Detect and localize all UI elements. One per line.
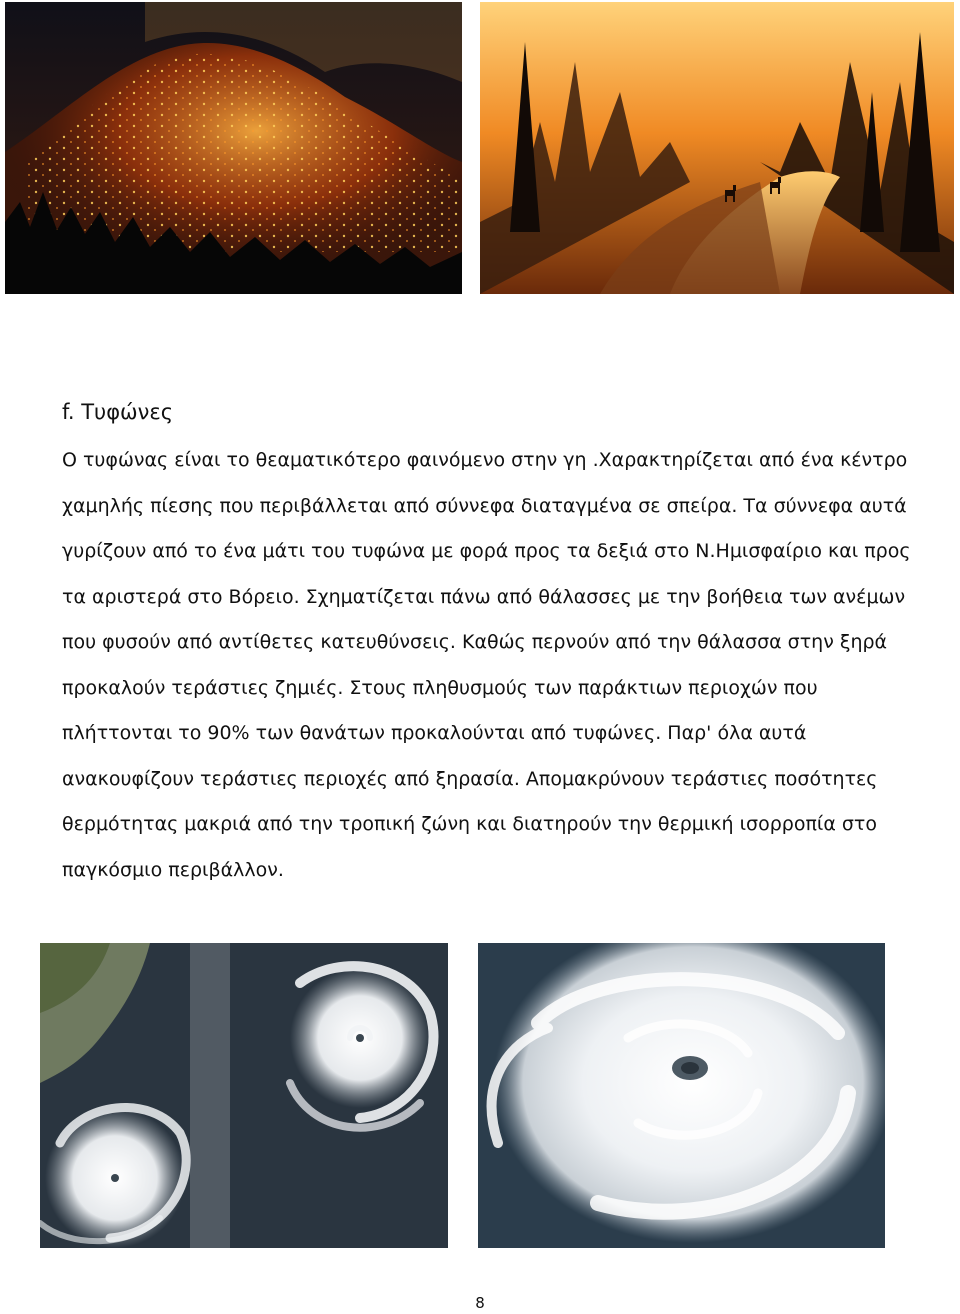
paragraph-line: προκαλούν τεράστιες ζημιές. Στους πληθυσμούς των παράκτιων περιοχών που (62, 676, 818, 699)
paragraph-line: που φυσούν από αντίθετες κατευθύνσεις. Καθώς περνούν από την θάλασσα στην ξηρά (62, 631, 888, 653)
paragraph-line: γυρίζουν από το ένα μάτι του τυφώνα με φορά προς τα δεξιά στο Ν.Ημισφαίριο και προς (62, 540, 911, 562)
section-title: f. Τυφώνες (62, 400, 174, 424)
hurricane-satellite-photo (478, 943, 885, 1248)
page-number: 8 (475, 1294, 485, 1312)
forest-fire-river-photo (480, 2, 954, 294)
paragraph-line: Ο τυφώνας είναι το θεαματικότερο φαινόμενο στην γη .Χαρακτηρίζεται από ένα κέντρο (62, 449, 908, 471)
paragraph-line: ανακουφίζουν τεράστιες περιοχές από ξηρασία. Απομακρύνουν τεράστιες ποσότητες (62, 767, 878, 790)
paragraph-line: χαμηλής πίεσης που περιβάλλεται από σύννεφα διαταγμένα σε σπείρα. Τα σύννεφα αυτά (62, 494, 907, 517)
paragraph-line: τα αριστερά στο Βόρειο. Σχηματίζεται πάνω από θάλασσες με την βοήθεια των ανέμων (62, 585, 906, 608)
paragraph-line: πλήττονται το 90% των θανάτων προκαλούνται από τυφώνες. Παρ' όλα αυτά (62, 722, 807, 744)
paragraph-line: θερμότητας μακριά από την τροπική ζώνη και διατηρούν την θερμική ισορροπία στο (62, 813, 877, 835)
forest-fire-mountain-photo (5, 2, 462, 294)
body-paragraph (62, 438, 922, 893)
typhoons-satellite-photo (40, 943, 448, 1248)
paragraph-line: παγκόσμιο περιβάλλον. (62, 858, 284, 881)
